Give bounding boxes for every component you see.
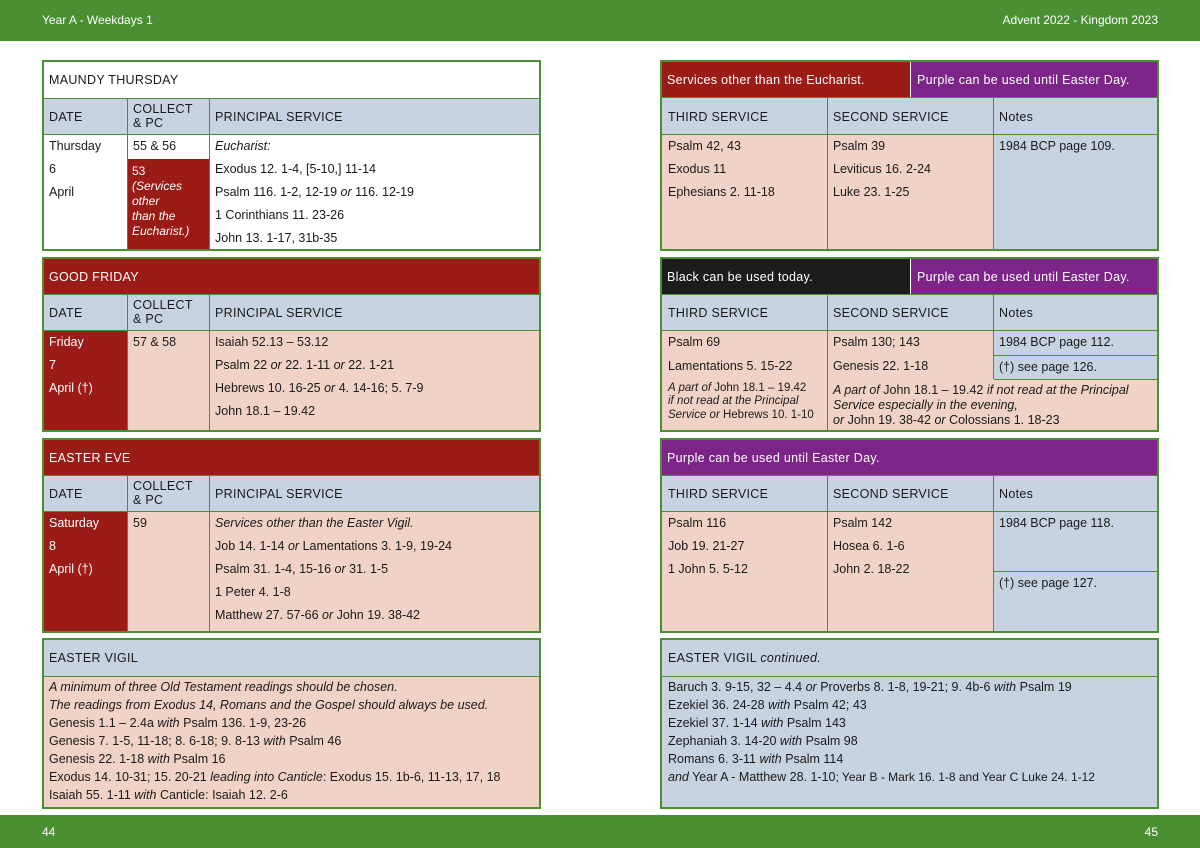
easter-vigil-continued-table: [660, 638, 1159, 809]
header-bar: [0, 0, 1200, 41]
third-service-reading: Psalm 69: [668, 335, 721, 349]
vigil-line: Isaiah 55. 1-11 with Canticle: Isaiah 12. 2-6: [49, 788, 288, 802]
col-principal: PRINCIPAL SERVICE: [215, 110, 343, 124]
col-date: DATE: [49, 110, 83, 124]
third-service-reading: Exodus 11: [668, 162, 727, 176]
vigil-line: Exodus 14. 10-31; 15. 20-21 leading into Canticle: Exodus 15. 1b-6, 11-13, 17, 18: [49, 770, 501, 784]
col-collect-pc: & PC: [133, 493, 164, 507]
banner-text: Services other than the Eucharist.: [667, 73, 865, 87]
col-date: DATE: [49, 306, 83, 320]
third-service-note: Service or Hebrews 10. 1-10: [668, 409, 814, 421]
vigil-line: Romans 6. 3-11 with Psalm 114: [668, 752, 844, 766]
date-month: April (†): [49, 381, 93, 395]
date-number: 6: [49, 162, 56, 176]
vigil-title-row: [44, 640, 539, 676]
reading: Exodus 12. 1-4, [5-10,] 11-14: [215, 162, 376, 176]
vigil-line: Genesis 1.1 – 2.4a with Psalm 136. 1-9, 23-26: [49, 716, 307, 730]
third-service-reading: Job 19. 21-27: [668, 539, 745, 553]
col-third: THIRD SERVICE: [668, 487, 769, 501]
reading: 1 Peter 4. 1-8: [215, 585, 291, 599]
reading: Services other than the Easter Vigil.: [215, 516, 414, 530]
banner-text: Purple can be used until Easter Day.: [917, 270, 1130, 284]
second-service-reading: Psalm 130; 143: [833, 335, 920, 349]
vigil-line: Genesis 22. 1-18 with Psalm 16: [49, 752, 226, 766]
reading: John 13. 1-17, 31b-35: [215, 231, 338, 245]
date-day: Saturday: [49, 516, 100, 530]
third-service-note: A part of John 18.1 – 19.42: [668, 382, 807, 394]
note: (†) see page 127.: [999, 576, 1097, 590]
good-friday-other-services-table: [660, 257, 1159, 432]
collect-value: 59: [133, 516, 147, 530]
collect-note-line: 53: [132, 164, 146, 178]
section-title: EASTER VIGIL continued.: [668, 651, 822, 665]
vigil-line: Ezekiel 37. 1-14 with Psalm 143: [668, 716, 846, 730]
vigil-continued-title-row: [662, 640, 1157, 676]
date-day: Thursday: [49, 139, 102, 153]
date-month: April (†): [49, 562, 93, 576]
banner-right: [911, 259, 1157, 294]
reading: Psalm 116. 1-2, 12-19 or 116. 12-19: [215, 185, 414, 199]
col-collect: COLLECT: [133, 298, 193, 312]
reading: Eucharist:: [215, 139, 271, 153]
second-service-reading: John 2. 18-22: [833, 562, 910, 576]
reading: Job 14. 1-14 or Lamentations 3. 1-9, 19-24: [215, 539, 452, 553]
second-service-reading: Luke 23. 1-25: [833, 185, 910, 199]
column-header-row: [662, 476, 1157, 511]
note: 1984 BCP page 118.: [999, 516, 1114, 530]
collect-note-line: Eucharist.): [132, 224, 190, 238]
note: 1984 BCP page 112.: [999, 335, 1114, 349]
header-right: Advent 2022 - Kingdom 2023: [1002, 13, 1158, 27]
reading: Psalm 31. 1-4, 15-16 or 31. 1-5: [215, 562, 389, 576]
column-header-row: [44, 476, 539, 511]
vigil-line: Genesis 7. 1-5, 11-18; 8. 6-18; 9. 8-13 with Psalm 46: [49, 734, 342, 748]
good-friday-table: [42, 257, 541, 432]
col-principal: PRINCIPAL SERVICE: [215, 487, 343, 501]
third-service-reading: Lamentations 5. 15-22: [668, 359, 793, 373]
vigil-line: Zephaniah 3. 14-20 with Psalm 98: [668, 734, 858, 748]
third-service-reading: Psalm 116: [668, 516, 727, 530]
col-collect-pc: & PC: [133, 312, 164, 326]
banner-text: Purple can be used until Easter Day.: [917, 73, 1130, 87]
col-date: DATE: [49, 487, 83, 501]
collect-note-line: (Services: [132, 179, 183, 193]
maundy-title-row: [44, 62, 539, 98]
date-number: 8: [49, 539, 56, 553]
second-service-note: Service especially in the evening,: [833, 398, 1018, 412]
column-header-row: [662, 295, 1157, 330]
date-month: April: [49, 185, 75, 199]
easter-eve-title-row: [44, 440, 539, 475]
section-title: EASTER VIGIL: [49, 651, 139, 665]
reading: Hebrews 10. 16-25 or 4. 14-16; 5. 7-9: [215, 381, 424, 395]
section-title: MAUNDY THURSDAY: [49, 73, 179, 87]
banner-left: [662, 259, 910, 294]
col-notes: Notes: [999, 487, 1034, 501]
vigil-line: The readings from Exodus 14, Romans and the Gospel should always be used.: [49, 698, 489, 712]
note: (†) see page 126.: [999, 360, 1097, 374]
reading: 1 Corinthians 11. 23-26: [215, 208, 345, 222]
vigil-line: Ezekiel 36. 24-28 with Psalm 42; 43: [668, 698, 867, 712]
easter-eve-table: [42, 438, 541, 633]
collect-value: 57 & 58: [133, 335, 177, 349]
second-service-reading: Genesis 22. 1-18: [833, 359, 929, 373]
second-service-note: A part of John 18.1 – 19.42 if not read at the Principal: [833, 383, 1129, 397]
col-notes: Notes: [999, 110, 1034, 124]
second-service-reading: Leviticus 16. 2-24: [833, 162, 931, 176]
easter-eve-other-services-table: [660, 438, 1159, 633]
second-service-reading: Psalm 142: [833, 516, 893, 530]
third-service-reading: 1 John 5. 5-12: [668, 562, 748, 576]
collect-value: 55 & 56: [133, 139, 177, 153]
page-number-left: 44: [42, 825, 56, 839]
col-second: SECOND SERVICE: [833, 487, 949, 501]
col-notes: Notes: [999, 306, 1034, 320]
column-header-row: [44, 99, 539, 134]
col-collect: COLLECT: [133, 102, 193, 116]
second-service-reading: Hosea 6. 1-6: [833, 539, 905, 553]
footer-bar: [0, 815, 1200, 848]
maundy-other-services-table: [660, 60, 1159, 251]
third-service-reading: Psalm 42, 43: [668, 139, 741, 153]
col-principal: PRINCIPAL SERVICE: [215, 306, 343, 320]
date-day: Friday: [49, 335, 84, 349]
second-service-note: or John 19. 38-42 or Colossians 1. 18-23: [833, 413, 1060, 427]
date-number: 7: [49, 358, 56, 372]
column-header-row: [44, 295, 539, 330]
reading: Psalm 22 or 22. 1-11 or 22. 1-21: [215, 358, 395, 372]
banner-text: Black can be used today.: [667, 270, 813, 284]
section-title: EASTER EVE: [49, 451, 131, 465]
easter-vigil-table: [42, 638, 541, 809]
collect-note-line: other: [132, 194, 160, 208]
vigil-line: Baruch 3. 9-15, 32 – 4.4 or Proverbs 8. 1-8, 19-21; 9. 4b-6 with Psalm 19: [668, 680, 1072, 694]
note: 1984 BCP page 109.: [999, 139, 1115, 153]
col-third: THIRD SERVICE: [668, 306, 769, 320]
banner-left: [662, 62, 910, 97]
col-third: THIRD SERVICE: [668, 110, 769, 124]
header-left: Year A - Weekdays 1: [42, 13, 153, 27]
col-collect-pc: & PC: [133, 116, 164, 130]
section-title: GOOD FRIDAY: [49, 270, 139, 284]
col-second: SECOND SERVICE: [833, 306, 949, 320]
collect-note: [128, 159, 209, 249]
good-friday-title-row: [44, 259, 539, 294]
vigil-line: and Year A - Matthew 28. 1-10; Year B - Mark 16. 1-8 and Year C Luke 24. 1-12: [668, 770, 1095, 784]
banner-text: Purple can be used until Easter Day.: [667, 451, 880, 465]
maundy-thursday-table: [42, 60, 541, 251]
collect-note-line: than the: [132, 209, 176, 223]
column-header-row: [662, 98, 1157, 134]
page-number-right: 45: [1144, 825, 1158, 839]
col-second: SECOND SERVICE: [833, 110, 949, 124]
reading: Isaiah 52.13 – 53.12: [215, 335, 329, 349]
third-service-reading: Ephesians 2. 11-18: [668, 185, 775, 199]
vigil-line: A minimum of three Old Testament readings should be chosen.: [49, 680, 398, 694]
second-service-reading: Psalm 39: [833, 139, 886, 153]
col-collect: COLLECT: [133, 479, 193, 493]
reading: Matthew 27. 57-66 or John 19. 38-42: [215, 608, 421, 622]
third-service-note: if not read at the Principal: [668, 395, 799, 407]
reading: John 18.1 – 19.42: [215, 404, 316, 418]
banner-right: [911, 62, 1157, 97]
banner: [662, 440, 1157, 475]
